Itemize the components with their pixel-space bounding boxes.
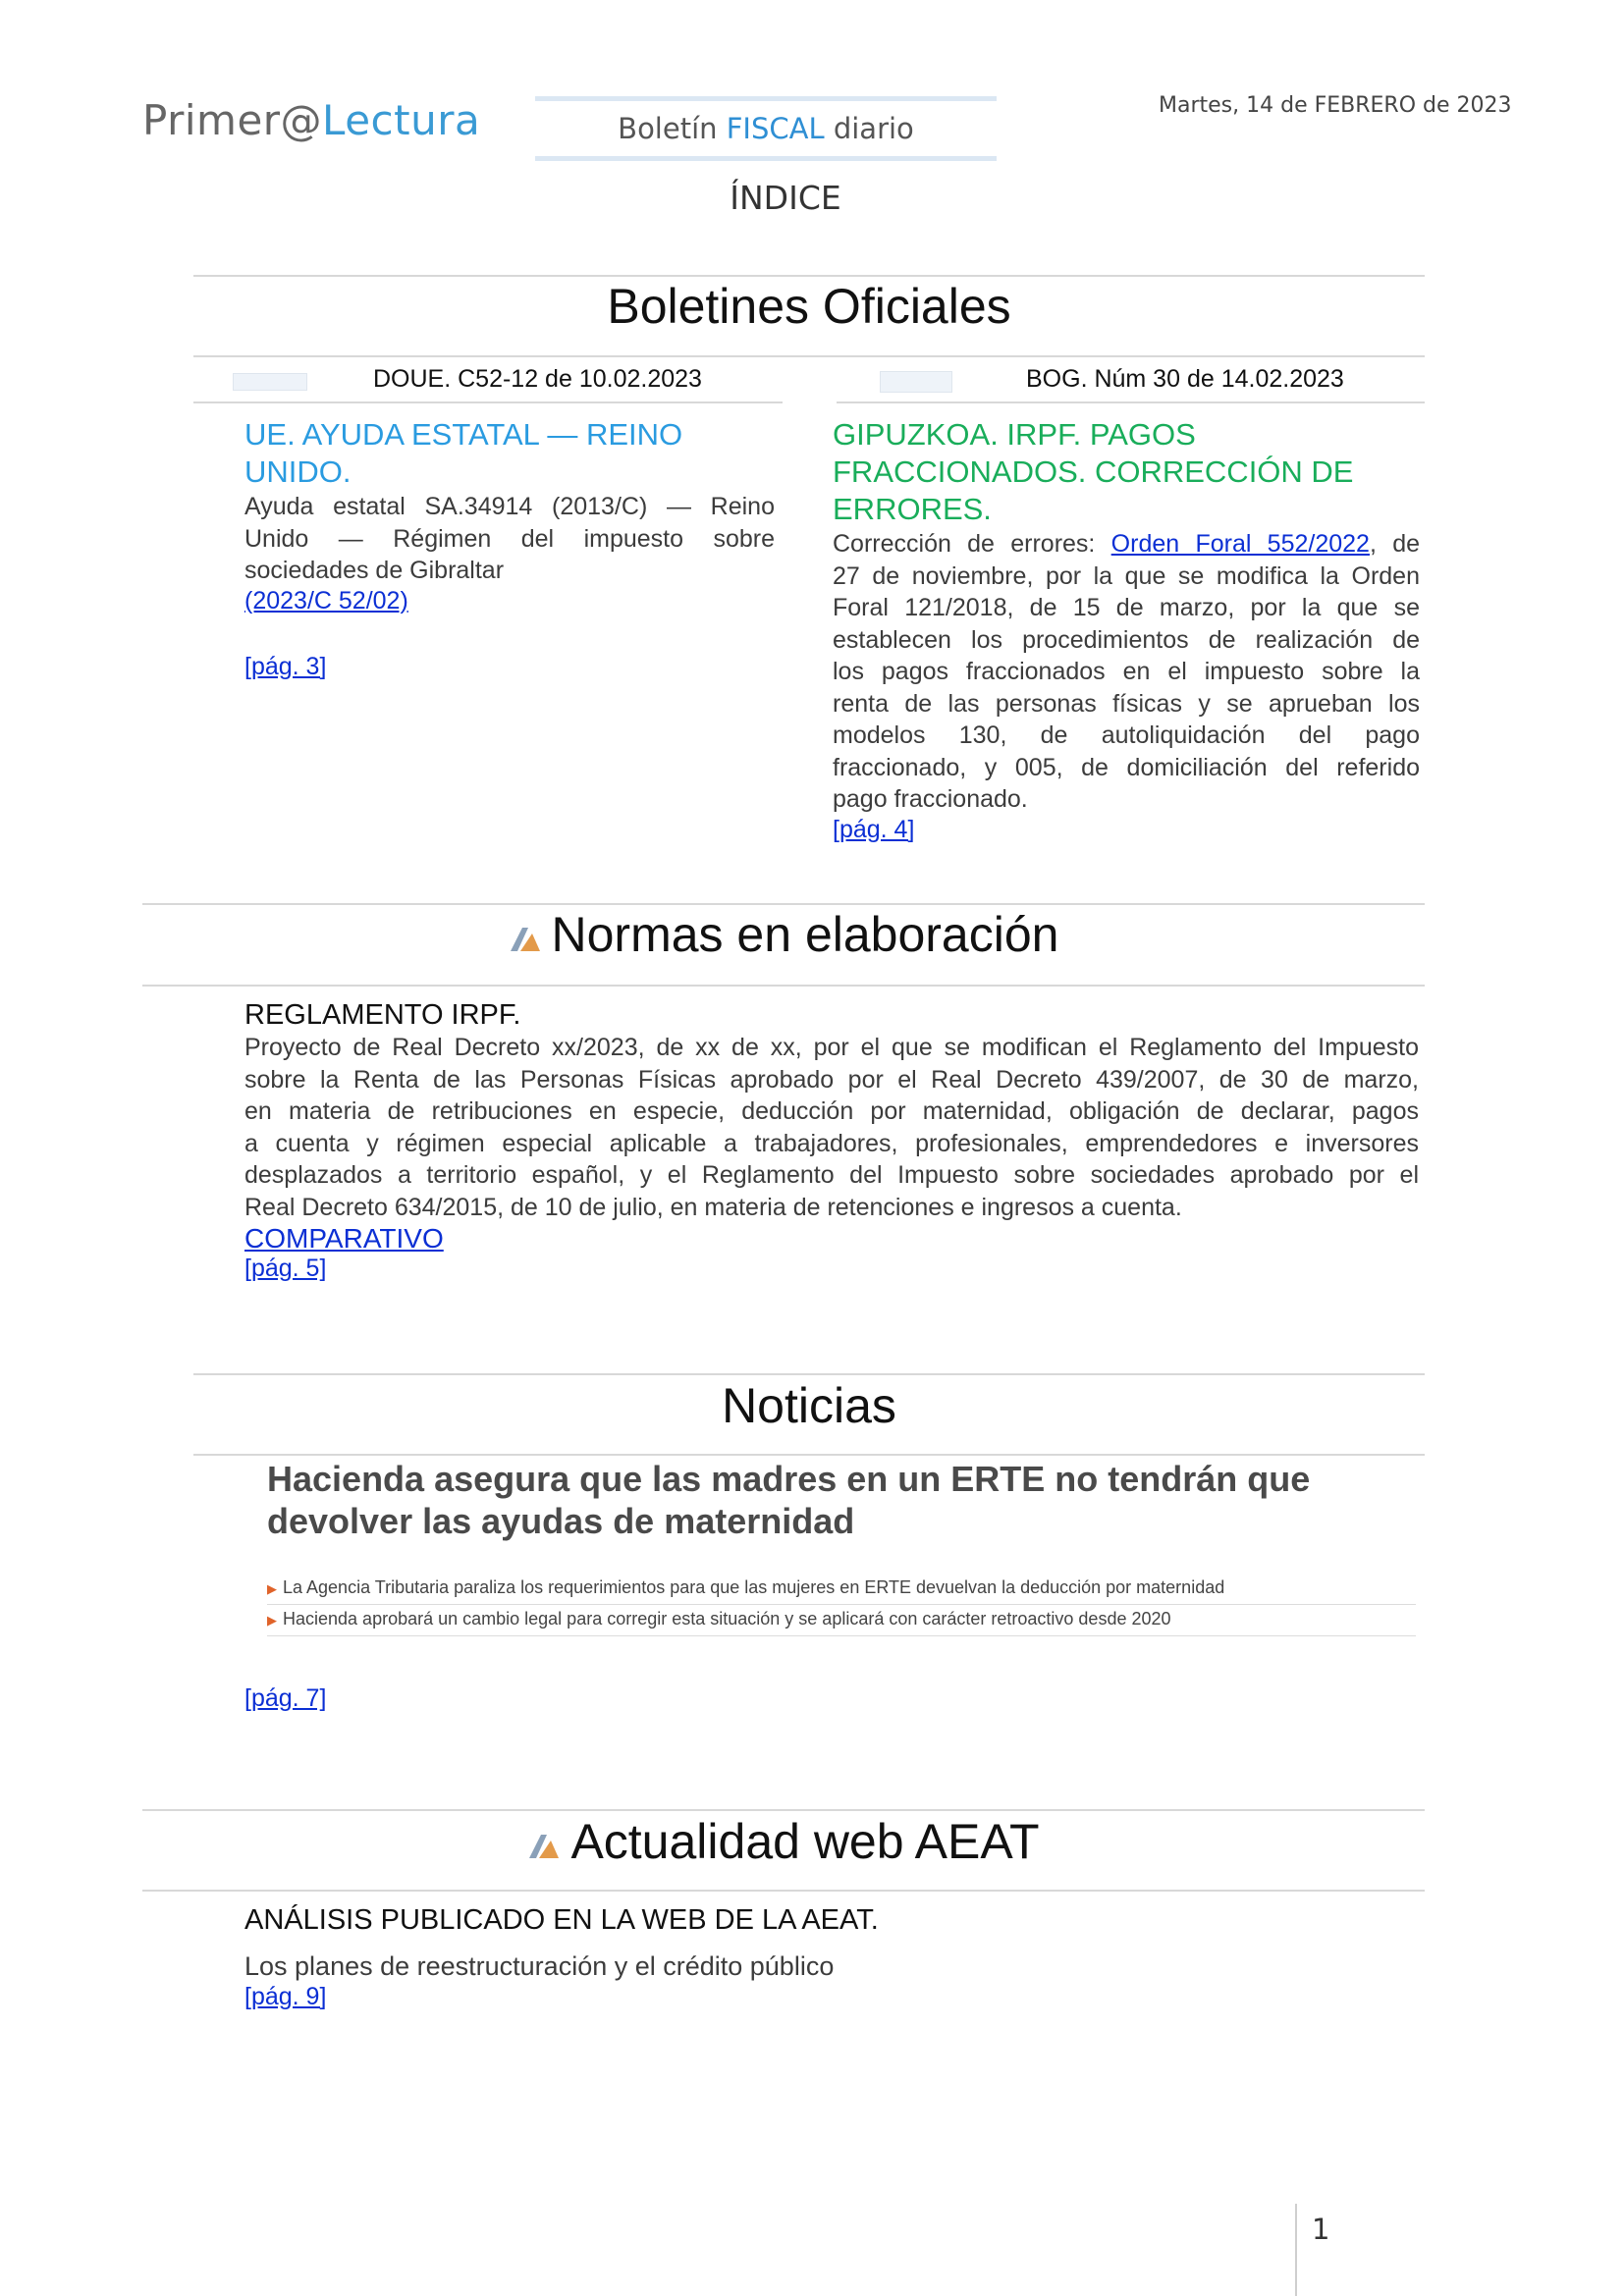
bulletin-title [535, 96, 997, 161]
aeat-logo-icon [509, 924, 542, 953]
divider [142, 903, 1425, 905]
news-bullet [267, 1577, 1416, 1605]
entry-text [833, 528, 1420, 561]
logo-text-primer: Primer@ [142, 96, 323, 144]
entry-heading: GIPUZKOA. IRPF. PAGOS [833, 417, 1196, 452]
entry-heading: UNIDO. [244, 454, 352, 489]
divider [142, 1809, 1425, 1811]
news-headline: devolver las ayudas de maternidad [267, 1501, 855, 1541]
entry-text: 27 de noviembre, por la que se modifica la Orden [833, 561, 1420, 590]
section-title-text: Actualidad web AEAT [570, 1814, 1040, 1869]
entry-text: los pagos fraccionados en el impuesto sobre la [833, 658, 1420, 685]
news-bullet [267, 1605, 1416, 1636]
page-link[interactable]: [pág. 4] [833, 815, 915, 843]
entry-heading: REGLAMENTO IRPF. [244, 999, 521, 1031]
news-headline: Hacienda asegura que las madres en un ERTE no tendrán que [267, 1459, 1311, 1499]
bullet-arrow-icon: ▶ [267, 1581, 277, 1596]
bulletin-title-post: diario [824, 112, 914, 145]
bulletin-title-fiscal: FISCAL [726, 112, 825, 145]
divider [193, 355, 1425, 357]
aeat-logo-icon [527, 1831, 561, 1860]
entry-text: modelos 130, de autoliquidación del pago [833, 721, 1420, 749]
source-bog: BOG. Núm 30 de 14.02.2023 [1026, 365, 1344, 393]
footer-divider [1295, 2204, 1297, 2296]
logo-text-lectura: Lectura [322, 96, 481, 144]
entry-text: Los planes de reestructuración y el crédito público [244, 1951, 835, 1981]
orden-foral-link[interactable]: Orden Foral 552/2022 [1110, 530, 1370, 558]
index-title: ÍNDICE [730, 179, 841, 217]
bog-logo-icon [880, 371, 952, 393]
entry-text-pre: Corrección de errores: [833, 530, 1111, 558]
page-link[interactable]: [pág. 3] [244, 652, 327, 680]
entry-text: desplazados a territorio español, y el Reglamento del Impuesto sobre sociedades aprobado por el [244, 1161, 1419, 1189]
entry-text: establecen los procedimientos de realización de [833, 625, 1420, 654]
section-title-boletines: Boletines Oficiales [607, 279, 1011, 334]
entry-text-post: , de [1369, 530, 1421, 558]
entry-heading: FRACCIONADOS. CORRECCIÓN DE [833, 454, 1354, 489]
divider [193, 275, 1425, 277]
comparativo-link[interactable]: COMPARATIVO [244, 1223, 444, 1254]
issue-date: Martes, 14 de FEBRERO de 2023 [1159, 93, 1512, 118]
section-title-normas [142, 906, 1425, 963]
page-link[interactable]: [pág. 7] [244, 1684, 327, 1712]
entry-heading: ANÁLISIS PUBLICADO EN LA WEB DE LA AEAT. [244, 1904, 879, 1936]
entry-text: a cuenta y régimen especial aplicable a trabajadores, profesionales, emprendedores e inversores [244, 1129, 1419, 1157]
entry-ue-ayuda [244, 416, 775, 681]
page-link[interactable]: [pág. 5] [244, 1255, 327, 1282]
entry-heading: UE. AYUDA ESTATAL — REINO [244, 417, 683, 452]
divider [193, 401, 783, 403]
doc-link[interactable]: (2023/C 52/02) [244, 586, 408, 614]
entry-text: renta de las personas físicas y se aprueban los [833, 689, 1420, 718]
doue-logo-icon [233, 373, 307, 391]
entry-heading: ERRORES. [833, 492, 992, 526]
page-number: 1 [1312, 2213, 1330, 2246]
entry-text: fraccionado, y 005, de domiciliación del referido [833, 753, 1420, 781]
entry-text: Real Decreto 634/2015, de 10 de julio, en materia de retenciones e ingresos a cuenta. [244, 1193, 1182, 1221]
section-title-text: Normas en elaboración [551, 907, 1059, 962]
entry-text: sobre la Renta de las Personas Físicas aprobado por el Real Decreto 439/2007, de 30 de marzo, [244, 1065, 1419, 1094]
entry-text: pago fraccionado. [833, 785, 1028, 813]
entry-analisis-aeat [244, 1904, 1419, 2011]
source-doue: DOUE. C52-12 de 10.02.2023 [373, 365, 702, 393]
divider [142, 1890, 1425, 1892]
entry-text: Proyecto de Real Decreto xx/2023, de xx de xx, por el que se modifican el Reglamento del Impuesto [244, 1034, 1419, 1061]
divider [837, 401, 1425, 403]
news-bullet-text: La Agencia Tributaria paraliza los requerimientos para que las mujeres en ERTE devuelvan la deducción por maternidad [283, 1577, 1225, 1597]
bulletin-title-pre: Boletín [618, 112, 727, 145]
entry-text: sociedades de Gibraltar [244, 557, 505, 584]
news-bullet-text: Hacienda aprobará un cambio legal para corregir esta situación y se aplicará con carácter retroactivo desde 2020 [283, 1609, 1171, 1629]
divider [142, 985, 1425, 987]
entry-gipuzkoa-irpf [833, 416, 1420, 844]
divider [193, 1373, 1425, 1375]
news-article [267, 1458, 1416, 1636]
entry-text: Unido — Régimen del impuesto sobre [244, 524, 775, 553]
entry-text: en materia de retribuciones en especie, deducción por maternidad, obligación de declarar, pagos [244, 1097, 1419, 1125]
entry-reglamento-irpf [244, 999, 1419, 1283]
bullet-arrow-icon: ▶ [267, 1613, 277, 1628]
entry-text: Ayuda estatal SA.34914 (2013/C) — Reino [244, 493, 775, 520]
divider [193, 1454, 1425, 1456]
section-title-aeat [142, 1813, 1425, 1870]
section-title-noticias: Noticias [722, 1378, 896, 1433]
page-link[interactable]: [pág. 9] [244, 1982, 327, 2010]
entry-text: Foral 121/2018, de 15 de marzo, por la que se [833, 594, 1420, 621]
brand-logo [142, 96, 480, 144]
